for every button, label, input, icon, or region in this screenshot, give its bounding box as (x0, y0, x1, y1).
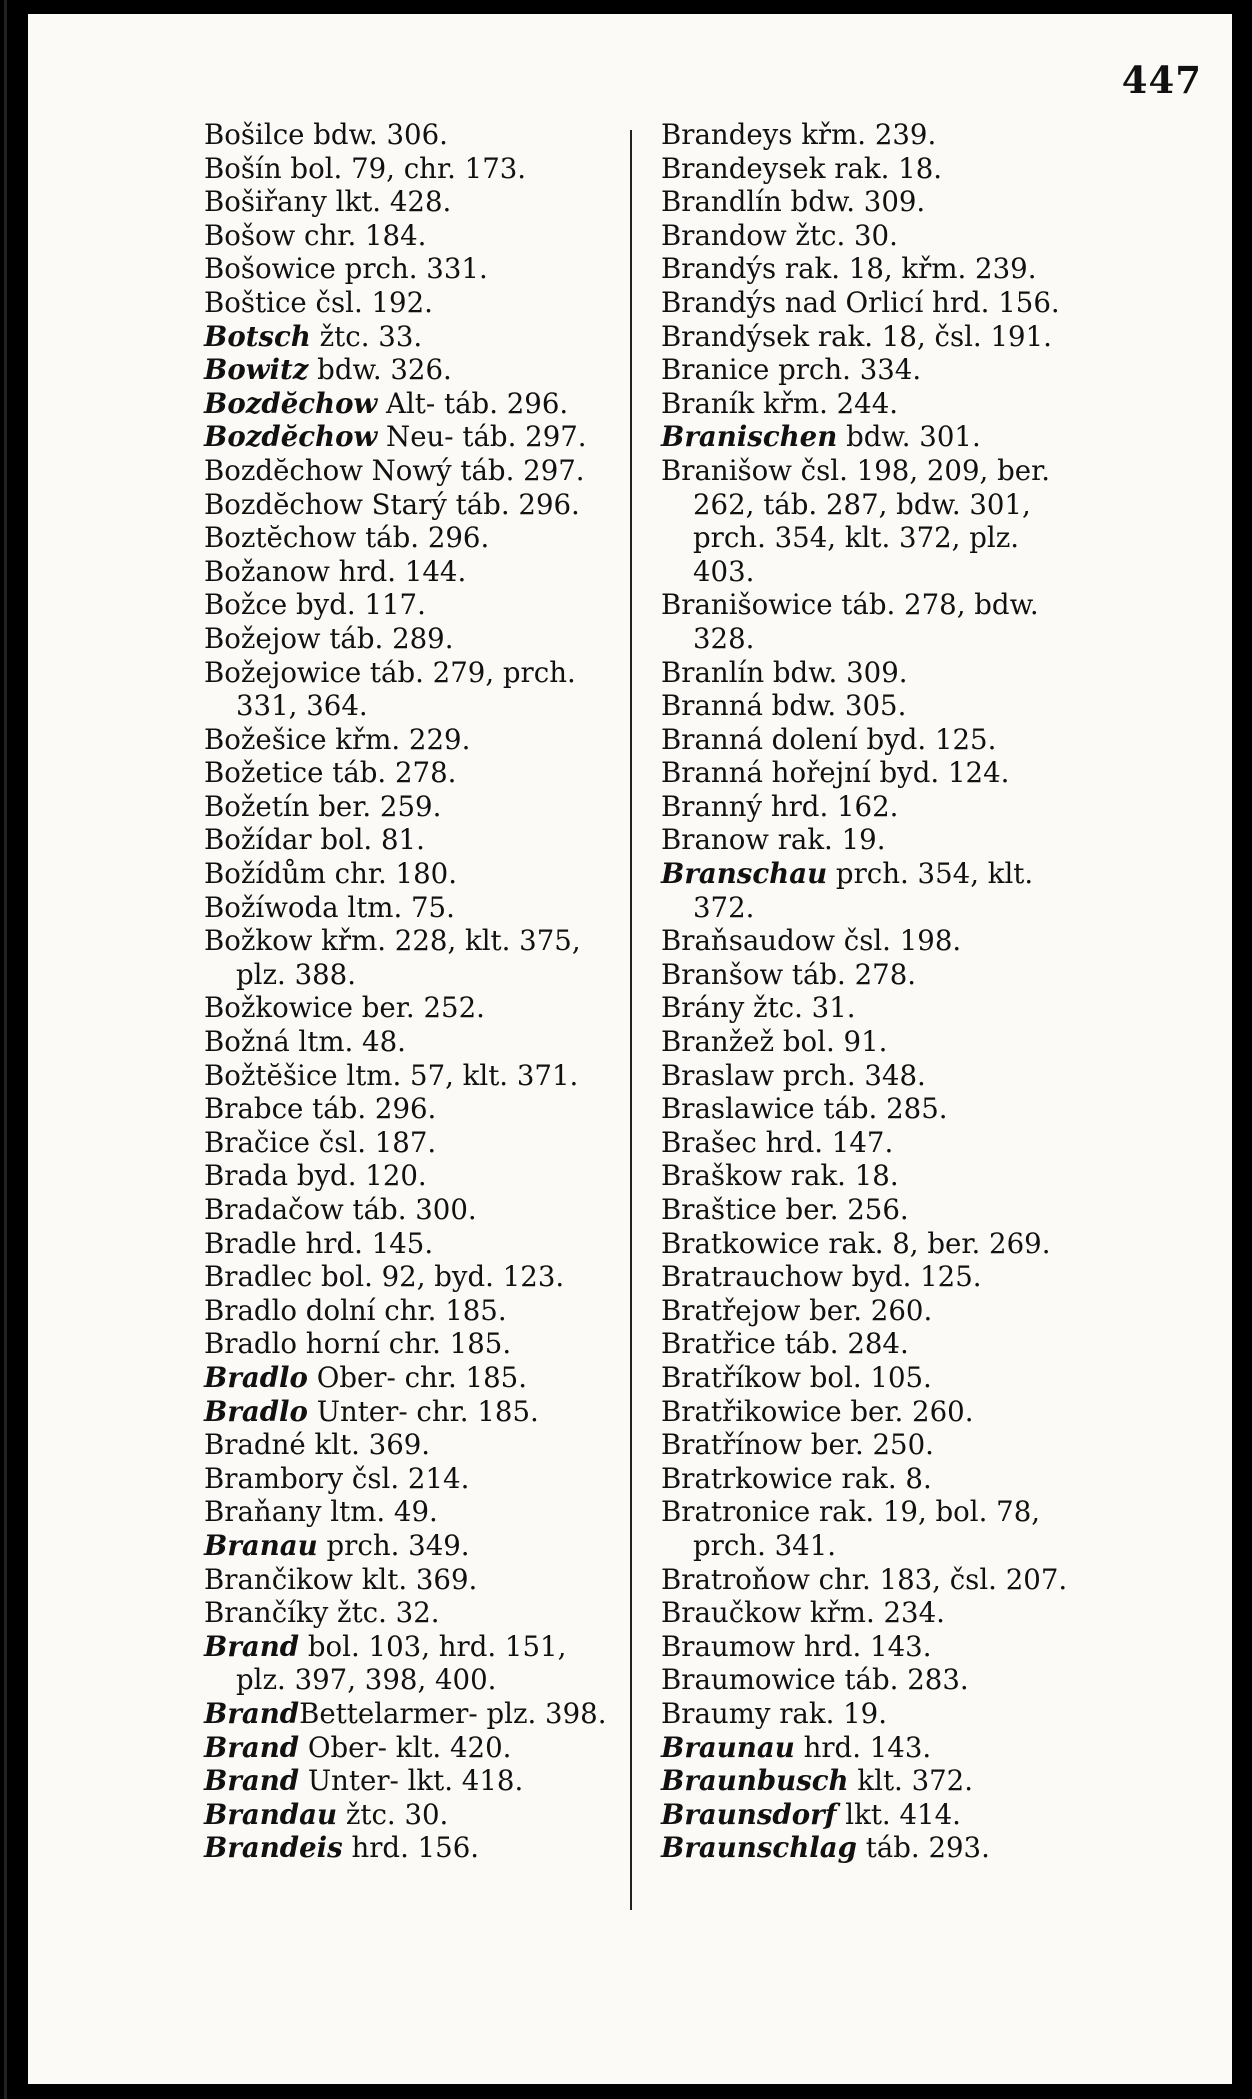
index-entry (204, 1059, 644, 1093)
index-entry (204, 1327, 644, 1361)
entry-text: Bratřínow ber. 250. (661, 1428, 934, 1462)
entry-text: bol. 103, hrd. 151, (299, 1629, 567, 1663)
index-entry (204, 1260, 644, 1294)
index-entry (204, 1831, 644, 1865)
entry-text: Bratřice táb. 284. (661, 1327, 909, 1361)
entry-text: Bradačow táb. 300. (204, 1193, 477, 1226)
entry-text: Božetín ber. 259. (204, 789, 442, 823)
entry-text: Ober- chr. 185. (307, 1360, 527, 1394)
index-entry (661, 286, 1111, 320)
index-entry (661, 1831, 1111, 1865)
index-entry (661, 1059, 1111, 1093)
index-entry (661, 320, 1111, 354)
entry-text: Bozdĕchow Nowý táb. 297. (204, 453, 585, 487)
entry-text: Bradlo dolní chr. 185. (204, 1293, 507, 1327)
entry-text: Bettelarmer- plz. 398. (299, 1696, 607, 1730)
index-entry (661, 756, 1111, 790)
entry-text: Boštice čsl. 192. (204, 285, 433, 319)
index-entry (204, 1294, 644, 1328)
entry-text: Božídar bol. 81. (204, 823, 425, 857)
entry-text: Brandýsek rak. 18, čsl. 191. (661, 319, 1052, 353)
entry-text: Branišowice táb. 278, bdw. (661, 588, 1039, 622)
entry-text: Bratrauchow byd. 125. (661, 1260, 982, 1294)
binding-edge (0, 0, 10, 2099)
entry-text: lkt. 414. (836, 1797, 961, 1831)
index-entry (661, 924, 1111, 958)
entry-text: Bradné klt. 369. (204, 1428, 431, 1462)
entry-text: Alt- táb. 296. (377, 386, 569, 420)
page-number: 447 (1121, 58, 1202, 102)
index-entry (661, 118, 1111, 152)
index-entry (661, 723, 1111, 757)
entry-text: Bratříkow bol. 105. (661, 1360, 932, 1394)
entry-text: Brabce táb. 296. (204, 1092, 437, 1126)
entry-text: Braškow rak. 18. (661, 1159, 899, 1193)
index-entry (204, 185, 644, 219)
entry-text: Braslaw prch. 348. (661, 1058, 926, 1092)
entry-text: Brandlín bdw. 309. (661, 185, 926, 219)
dictionary-page (28, 14, 1232, 2084)
entry-text: Braštice ber. 256. (661, 1193, 909, 1226)
index-entry (204, 1462, 644, 1496)
entry-term: Branau (204, 1528, 318, 1562)
entry-term: Branschau (661, 857, 828, 891)
entry-text: Branlín bdw. 309. (661, 655, 908, 689)
index-entry (661, 1092, 1111, 1126)
index-entry (661, 958, 1111, 992)
index-entry (204, 656, 644, 723)
entry-continuation: 331, 364. (236, 689, 368, 723)
index-entry (204, 1025, 644, 1059)
entry-text: Božejowice táb. 279, prch. (204, 655, 576, 689)
right-column (661, 118, 1111, 1865)
index-entry (204, 353, 644, 387)
entry-text: Bratkowice rak. 8, ber. 269. (661, 1226, 1051, 1260)
entry-text: Božídům chr. 180. (204, 857, 457, 891)
entry-text: Bratřikowice ber. 260. (661, 1394, 974, 1428)
index-entry (204, 622, 644, 656)
entry-text: Bozdĕchow Starý táb. 296. (204, 487, 580, 521)
index-entry (204, 991, 644, 1025)
index-entry (204, 1159, 644, 1193)
entry-text: Bradle hrd. 145. (204, 1226, 434, 1260)
index-entry (661, 1428, 1111, 1462)
entry-text: Bračice čsl. 187. (204, 1125, 437, 1159)
index-entry (661, 219, 1111, 253)
entry-text: Brandeys křm. 239. (661, 118, 937, 151)
entry-term: Brandau (204, 1797, 338, 1831)
index-entry (661, 823, 1111, 857)
index-entry (204, 555, 644, 589)
index-entry (204, 1092, 644, 1126)
index-entry (204, 891, 644, 925)
index-entry (661, 1663, 1111, 1697)
entry-text: prch. 349. (317, 1528, 470, 1562)
index-entry (661, 353, 1111, 387)
index-entry (204, 1529, 644, 1563)
entry-text: Božce byd. 117. (204, 588, 426, 622)
index-entry (204, 488, 644, 522)
entry-text: Brandow žtc. 30. (661, 218, 898, 252)
entry-text: bdw. 301. (837, 420, 981, 454)
entry-continuation: 328. (693, 621, 755, 655)
entry-text: prch. 354, klt. (827, 857, 1034, 891)
entry-text: Braník křm. 244. (661, 386, 899, 420)
entry-text: Neu- táb. 297. (377, 420, 587, 454)
entry-text: táb. 293. (856, 1831, 990, 1865)
entry-term: Branischen (661, 420, 838, 454)
entry-term: Bowitz (204, 353, 309, 387)
entry-term: Brand (204, 1730, 300, 1764)
index-entry (204, 152, 644, 186)
entry-continuation: 372. (693, 890, 755, 924)
index-entry (204, 420, 644, 454)
entry-text: Božkowice ber. 252. (204, 991, 485, 1025)
index-entry (204, 1798, 644, 1832)
entry-text: Bošowice prch. 331. (204, 252, 488, 286)
entry-text: Brada byd. 120. (204, 1159, 427, 1193)
entry-text: Brambory čsl. 214. (204, 1461, 470, 1495)
index-entry (661, 152, 1111, 186)
entry-continuation: prch. 341. (693, 1528, 837, 1562)
index-entry (661, 1294, 1111, 1328)
index-entry (204, 1395, 644, 1429)
entry-text: Bratřejow ber. 260. (661, 1293, 933, 1327)
entry-text: Braslawice táb. 285. (661, 1092, 948, 1126)
index-entry (661, 1025, 1111, 1059)
entry-text: Branná bdw. 305. (661, 689, 907, 723)
entry-text: Božíwoda ltm. 75. (204, 890, 455, 924)
index-entry (661, 454, 1111, 588)
index-entry (661, 1462, 1111, 1496)
entry-text: Bratrkowice rak. 8. (661, 1461, 932, 1495)
entry-text: žtc. 30. (337, 1797, 449, 1831)
index-entry (204, 1495, 644, 1529)
entry-text: Bradlo horní chr. 185. (204, 1327, 512, 1361)
entry-continuation: prch. 354, klt. 372, plz. (693, 521, 1020, 555)
entry-term: Bradlo (204, 1360, 308, 1394)
entry-continuation: plz. 388. (236, 957, 357, 991)
index-entry (204, 1361, 644, 1395)
entry-term: Braunschlag (661, 1831, 857, 1865)
left-column (204, 118, 644, 1865)
index-entry (661, 1495, 1111, 1562)
entry-text: hrd. 143. (794, 1730, 932, 1764)
entry-text: Božtĕšice ltm. 57, klt. 371. (204, 1058, 579, 1092)
entry-text: bdw. 326. (308, 353, 452, 387)
index-entry (661, 252, 1111, 286)
index-entry (204, 521, 644, 555)
index-entry (204, 1731, 644, 1765)
index-entry (204, 387, 644, 421)
entry-text: Boztĕchow táb. 296. (204, 521, 490, 555)
entry-text: Braumow hrd. 143. (661, 1629, 932, 1663)
index-entry (204, 756, 644, 790)
entry-text: Božná ltm. 48. (204, 1025, 406, 1059)
index-entry (661, 656, 1111, 690)
index-entry (204, 588, 644, 622)
column-divider (630, 130, 632, 1910)
entry-text: Branný hrd. 162. (661, 789, 899, 823)
entry-term: Braunau (661, 1730, 795, 1764)
entry-text: Brandeysek rak. 18. (661, 151, 943, 185)
entry-text: Brančíky žtc. 32. (204, 1596, 440, 1630)
entry-text: Brány žtc. 31. (661, 991, 856, 1025)
index-entry (661, 588, 1111, 655)
entry-continuation: 403. (693, 554, 755, 588)
entry-text: Braumy rak. 19. (661, 1696, 888, 1730)
index-entry (204, 1428, 644, 1462)
index-entry (661, 1159, 1111, 1193)
entry-text: Braňsaudow čsl. 198. (661, 924, 962, 958)
index-entry (661, 1563, 1111, 1597)
entry-text: Bošiřany lkt. 428. (204, 185, 452, 219)
index-entry (204, 1193, 644, 1227)
index-entry (204, 723, 644, 757)
index-entry (661, 1731, 1111, 1765)
entry-text: Bratronice rak. 19, bol. 78, (661, 1495, 1041, 1529)
index-entry (204, 790, 644, 824)
entry-text: Branná hořejní byd. 124. (661, 756, 1010, 790)
index-entry (204, 857, 644, 891)
entry-term: Bozdĕchow (204, 420, 378, 454)
entry-continuation: plz. 397, 398, 400. (236, 1663, 497, 1697)
index-entry (204, 320, 644, 354)
entry-term: Bozdĕchow (204, 386, 378, 420)
index-entry (661, 185, 1111, 219)
index-entry (661, 1798, 1111, 1832)
index-entry (204, 1563, 644, 1597)
index-entry (661, 689, 1111, 723)
index-entry (661, 1361, 1111, 1395)
index-entry (204, 286, 644, 320)
index-entry (661, 1227, 1111, 1261)
entry-text: hrd. 156. (342, 1831, 480, 1865)
entry-text: Ober- klt. 420. (299, 1730, 512, 1764)
entry-text: klt. 372. (848, 1764, 974, 1798)
index-entry (204, 1227, 644, 1261)
entry-term: Brand (204, 1764, 300, 1798)
entry-text: Unter- chr. 185. (307, 1394, 539, 1428)
index-entry (661, 1596, 1111, 1630)
entry-text: Bradlec bol. 92, byd. 123. (204, 1260, 565, 1294)
entry-text: Brandýs rak. 18, křm. 239. (661, 252, 1037, 286)
entry-text: Bratroňow chr. 183, čsl. 207. (661, 1562, 1068, 1596)
entry-text: Božkow křm. 228, klt. 375, (204, 924, 581, 958)
entry-continuation: 262, táb. 287, bdw. 301, (693, 487, 1031, 521)
entry-text: žtc. 33. (310, 319, 423, 353)
entry-text: Brančikow klt. 369. (204, 1562, 478, 1596)
index-entry (204, 823, 644, 857)
entry-term: Brand (204, 1696, 300, 1730)
entry-text: Branžež bol. 91. (661, 1025, 888, 1059)
index-entry (661, 1327, 1111, 1361)
entry-text: Braňany ltm. 49. (204, 1495, 438, 1529)
entry-text: Brandýs nad Orlicí hrd. 156. (661, 285, 1060, 319)
entry-text: Božanow hrd. 144. (204, 554, 467, 588)
entry-text: Branná dolení byd. 125. (661, 722, 997, 756)
entry-text: Božešice křm. 229. (204, 722, 471, 756)
index-entry (661, 1126, 1111, 1160)
entry-text: Branice prch. 334. (661, 353, 922, 387)
index-entry (661, 420, 1111, 454)
index-entry (661, 857, 1111, 924)
entry-text: Braučkow křm. 234. (661, 1596, 945, 1630)
index-entry (204, 219, 644, 253)
index-entry (204, 1126, 644, 1160)
index-entry (204, 1697, 644, 1731)
index-entry (661, 1630, 1111, 1664)
index-entry (661, 991, 1111, 1025)
entry-text: Unter- lkt. 418. (299, 1764, 524, 1798)
entry-term: Bradlo (204, 1394, 308, 1428)
index-entry (204, 1596, 644, 1630)
index-entry (661, 1697, 1111, 1731)
index-entry (204, 1764, 644, 1798)
index-entry (661, 387, 1111, 421)
entry-text: Božetice táb. 278. (204, 756, 457, 790)
index-entry (204, 454, 644, 488)
index-entry (661, 1260, 1111, 1294)
entry-text: Braumowice táb. 283. (661, 1663, 969, 1697)
entry-text: Branow rak. 19. (661, 823, 886, 857)
entry-text: Branišow čsl. 198, 209, ber. (661, 453, 1051, 487)
entry-text: Bošín bol. 79, chr. 173. (204, 151, 527, 185)
index-entry (204, 1630, 644, 1697)
index-entry (204, 252, 644, 286)
index-entry (661, 1764, 1111, 1798)
entry-text: Bošilce bdw. 306. (204, 118, 448, 151)
index-entry (204, 924, 644, 991)
index-entry (661, 790, 1111, 824)
entry-term: Botsch (204, 319, 311, 353)
entry-text: Božejow táb. 289. (204, 621, 454, 655)
entry-text: Branšow táb. 278. (661, 957, 917, 991)
entry-term: Brand (204, 1629, 300, 1663)
index-entry (661, 1193, 1111, 1227)
index-entry (661, 1395, 1111, 1429)
entry-term: Braunbusch (661, 1764, 849, 1798)
entry-text: Brašec hrd. 147. (661, 1125, 894, 1159)
entry-text: Bošow chr. 184. (204, 218, 427, 252)
entry-term: Braunsdorf (661, 1797, 837, 1831)
entry-term: Brandeis (204, 1831, 343, 1865)
index-entry (204, 118, 644, 152)
